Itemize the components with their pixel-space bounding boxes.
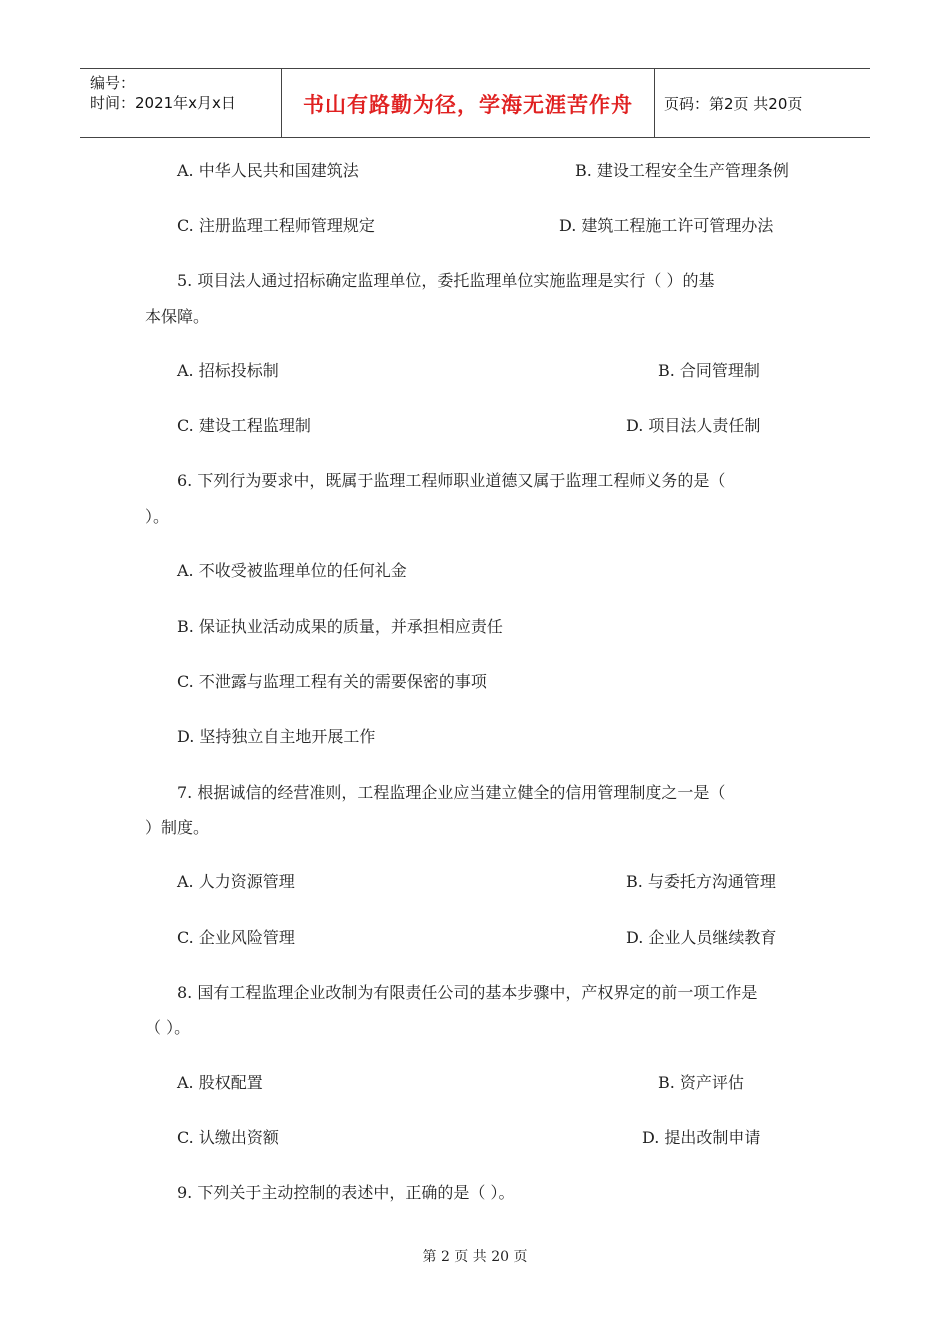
number-label: 编号： bbox=[90, 74, 136, 92]
option-b: B. 建设工程安全生产管理条例 bbox=[575, 161, 789, 180]
option-d: D. 企业人员继续教育 bbox=[626, 928, 777, 947]
question-text: 6. 下列行为要求中，既属于监理工程师职业道德又属于监理工程师义务的是（ bbox=[177, 471, 726, 490]
option-d: D. 建筑工程施工许可管理办法 bbox=[559, 216, 774, 235]
option-c: C. 认缴出资额 bbox=[177, 1128, 279, 1147]
option-b: B. 合同管理制 bbox=[658, 361, 760, 380]
option-a: A. 中华人民共和国建筑法 bbox=[177, 161, 359, 180]
question-text: 9. 下列关于主动控制的表述中，正确的是（ ）。 bbox=[177, 1183, 515, 1202]
date-label: 时间：2021年x月x日 bbox=[90, 94, 236, 112]
option-b: B. 与委托方沟通管理 bbox=[626, 872, 776, 891]
header-info bbox=[90, 73, 236, 113]
option-c: C. 注册监理工程师管理规定 bbox=[177, 216, 375, 235]
question-text: 7. 根据诚信的经营准则，工程监理企业应当建立健全的信用管理制度之一是（ bbox=[177, 783, 726, 802]
header-divider bbox=[654, 69, 655, 137]
question-text-cont: ）制度。 bbox=[145, 818, 210, 837]
option-d: D. 项目法人责任制 bbox=[626, 416, 761, 435]
question-text-cont: 本保障。 bbox=[145, 307, 210, 326]
option-c: C. 企业风险管理 bbox=[177, 928, 295, 947]
option-c: C. 建设工程监理制 bbox=[177, 416, 311, 435]
option-c: C. 不泄露与监理工程有关的需要保密的事项 bbox=[177, 672, 487, 691]
question-text: 8. 国有工程监理企业改制为有限责任公司的基本步骤中，产权界定的前一项工作是 bbox=[177, 983, 758, 1002]
option-a: A. 不收受被监理单位的任何礼金 bbox=[177, 561, 407, 580]
option-d: D. 坚持独立自主地开展工作 bbox=[177, 727, 376, 746]
option-b: B. 保证执业活动成果的质量，并承担相应责任 bbox=[177, 617, 503, 636]
question-text: 5. 项目法人通过招标确定监理单位，委托监理单位实施监理是实行（ ）的基 bbox=[177, 271, 715, 290]
motto: 书山有路勤为径，学海无涯苦作舟 bbox=[303, 92, 633, 117]
question-text-cont: （ ）。 bbox=[145, 1018, 191, 1037]
question-text-cont: ）。 bbox=[145, 507, 170, 526]
page-label: 页码：第2页 共20页 bbox=[664, 95, 803, 113]
option-a: A. 股权配置 bbox=[177, 1073, 263, 1092]
option-a: A. 招标投标制 bbox=[177, 361, 279, 380]
page-footer: 第 2 页 共 20 页 bbox=[422, 1249, 528, 1265]
document-header bbox=[80, 68, 870, 138]
option-d: D. 提出改制申请 bbox=[642, 1128, 761, 1147]
option-a: A. 人力资源管理 bbox=[177, 872, 295, 891]
option-b: B. 资产评估 bbox=[658, 1073, 744, 1092]
